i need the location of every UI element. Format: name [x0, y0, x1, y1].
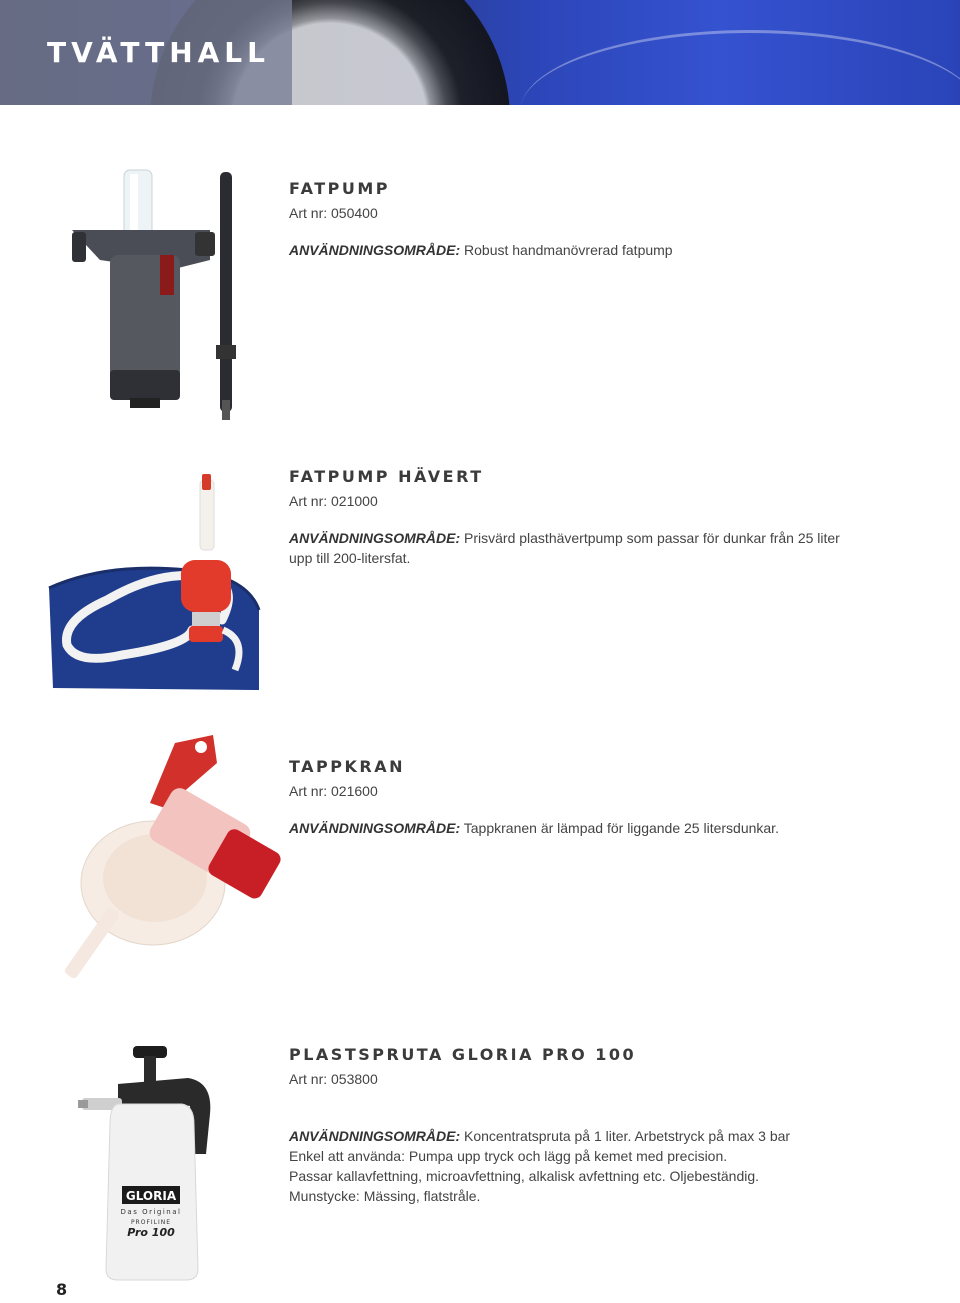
product-usage: [289, 1126, 889, 1146]
product-description-line: Munstycke: Mässing, flatstråle.: [289, 1188, 481, 1204]
usage-text-continued: upp till 200-litersfat.: [289, 550, 411, 566]
product-fatpump-havert: [289, 466, 889, 568]
product-fatpump: [289, 178, 889, 260]
usage-text: Tappkranen är lämpad för liggande 25 litersdunkar.: [463, 820, 779, 836]
bottle-tagline: Das Original: [120, 1208, 182, 1216]
page-number: 8: [56, 1280, 68, 1299]
usage-label: ANVÄNDNINGSOMRÅDE:: [289, 530, 461, 546]
product-tappkran: [289, 756, 889, 838]
usage-text: Prisvärd plasthävertpump som passar för dunkar från 25 liter: [464, 530, 840, 546]
product-usage: [289, 818, 889, 838]
product-usage: [289, 240, 889, 260]
page-title: TVÄTTHALL: [47, 36, 270, 69]
barrel-pump-icon: [60, 160, 260, 425]
product-plastspruta-gloria: [289, 1044, 889, 1206]
product-description-line: Passar kallavfettning, microavfettning, alkalisk avfettning etc. Oljebeständig.: [289, 1168, 760, 1184]
product-description-line: Enkel att använda: Pumpa upp tryck och lägg på kemet med precision.: [289, 1148, 728, 1164]
header-banner: [0, 0, 960, 105]
bottle-line: PROFILINE: [130, 1219, 172, 1226]
product-art-number: Art nr: 053800: [289, 1071, 378, 1087]
siphon-pump-icon: [47, 470, 262, 692]
product-name: FATPUMP HÄVERT: [289, 467, 484, 486]
product-usage: [289, 528, 889, 568]
product-art-number: Art nr: 050400: [289, 205, 378, 221]
car-body-image: [520, 30, 960, 105]
tap-icon: [55, 733, 290, 978]
product-name: PLASTSPRUTA GLORIA PRO 100: [289, 1045, 637, 1064]
pressure-sprayer-icon: [78, 1044, 223, 1284]
usage-label: ANVÄNDNINGSOMRÅDE:: [289, 242, 461, 258]
bottle-brand: GLORIA: [125, 1189, 177, 1203]
product-art-number: Art nr: 021000: [289, 493, 378, 509]
usage-text: Koncentratspruta på 1 liter. Arbetstryck på max 3 bar: [464, 1128, 791, 1144]
product-name: FATPUMP: [289, 179, 391, 198]
product-name: TAPPKRAN: [289, 757, 405, 776]
product-art-number: Art nr: 021600: [289, 783, 378, 799]
usage-label: ANVÄNDNINGSOMRÅDE:: [289, 1128, 461, 1144]
usage-text: Robust handmanövrerad fatpump: [464, 242, 673, 258]
bottle-model: Pro 100: [127, 1226, 175, 1239]
usage-label: ANVÄNDNINGSOMRÅDE:: [289, 820, 461, 836]
